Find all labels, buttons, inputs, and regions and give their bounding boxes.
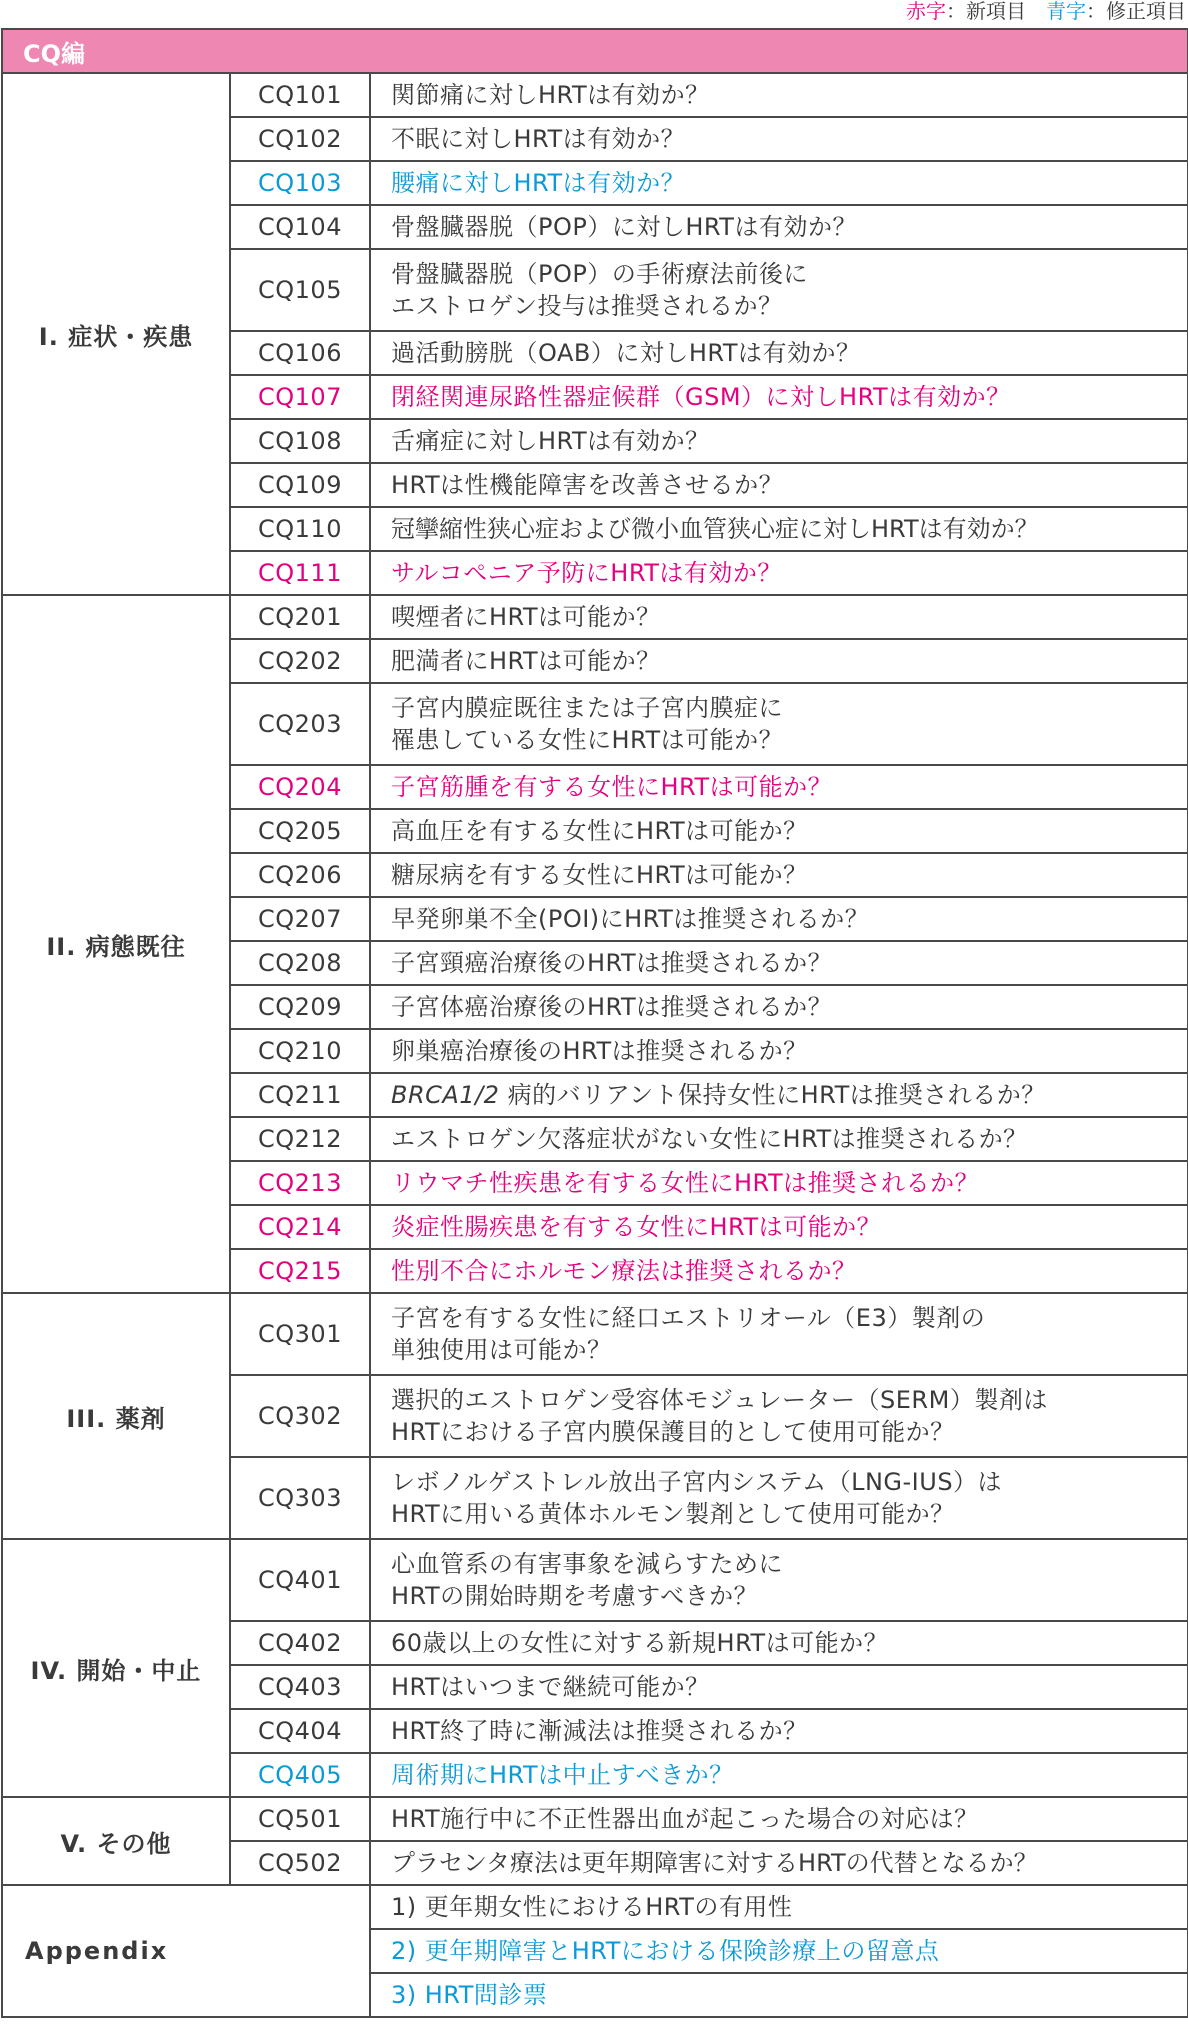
cq-question: 舌痛症に対しHRTは有効か？ <box>370 419 1188 463</box>
cq-question-line: 子宮を有する女性に経口エストリオール（E3）製剤の <box>391 1304 986 1332</box>
cq-question-line: HRTに用いる黄体ホルモン製剤として使用可能か？ <box>391 1500 955 1528</box>
cq-question: HRT終了時に漸減法は推奨されるか？ <box>370 1709 1188 1753</box>
cq-question-line: 選択的エストロゲン受容体モジュレーター（SERM）製剤は <box>391 1386 1048 1414</box>
cq-question: 肥満者にHRTは可能か？ <box>370 639 1188 683</box>
cq-table <box>1 28 1188 2018</box>
appendix-title: Appendix <box>2 1885 370 2017</box>
cq-question-line: 罹患している女性にHRTは可能か？ <box>391 726 784 754</box>
cq-id: CQ110 <box>230 507 370 551</box>
cq-id: CQ215 <box>230 1249 370 1293</box>
cq-question <box>370 1375 1188 1457</box>
cq-id: CQ201 <box>230 595 370 639</box>
appendix-item: 1) 更年期女性におけるHRTの有用性 <box>370 1885 1188 1929</box>
cq-id: CQ207 <box>230 897 370 941</box>
cq-id: CQ106 <box>230 331 370 375</box>
cq-id: CQ302 <box>230 1375 370 1457</box>
cq-question-line: エストロゲン投与は推奨されるか？ <box>391 292 783 320</box>
section-title: II. 病態既往 <box>2 595 230 1293</box>
cq-id: CQ208 <box>230 941 370 985</box>
cq-id: CQ109 <box>230 463 370 507</box>
cq-question: 卵巣癌治療後のHRTは推奨されるか？ <box>370 1029 1188 1073</box>
cq-question <box>370 1073 1188 1117</box>
section-title: IV. 開始・中止 <box>2 1539 230 1797</box>
cq-question: HRTは性機能障害を改善させるか？ <box>370 463 1188 507</box>
cq-question: 炎症性腸疾患を有する女性にHRTは可能か？ <box>370 1205 1188 1249</box>
cq-id: CQ303 <box>230 1457 370 1539</box>
cq-id: CQ214 <box>230 1205 370 1249</box>
cq-id: CQ301 <box>230 1293 370 1375</box>
cq-id: CQ205 <box>230 809 370 853</box>
cq-id: CQ402 <box>230 1621 370 1665</box>
cq-id: CQ105 <box>230 249 370 331</box>
cq-question: 喫煙者にHRTは可能か？ <box>370 595 1188 639</box>
section-title: V. その他 <box>2 1797 230 1885</box>
cq-question: 閉経関連尿路性器症候群（GSM）に対しHRTは有効か？ <box>370 375 1188 419</box>
legend-red-meaning: ：新項目 <box>946 0 1026 23</box>
cq-id: CQ501 <box>230 1797 370 1841</box>
section-title: I. 症状・疾患 <box>2 73 230 595</box>
appendix-item: 3) HRT問診票 <box>370 1973 1188 2017</box>
cq-question: 60歳以上の女性に対する新規HRTは可能か？ <box>370 1621 1188 1665</box>
cq-question <box>370 1293 1188 1375</box>
cq-question-line: 骨盤臓器脱（POP）の手術療法前後に <box>391 260 808 288</box>
cq-question: HRTはいつまで継続可能か？ <box>370 1665 1188 1709</box>
cq-question: 高血圧を有する女性にHRTは可能か？ <box>370 809 1188 853</box>
cq-id: CQ211 <box>230 1073 370 1117</box>
cq-question: 早発卵巣不全(POI)にHRTは推奨されるか？ <box>370 897 1188 941</box>
cq-id: CQ401 <box>230 1539 370 1621</box>
cq-question: 不眠に対しHRTは有効か？ <box>370 117 1188 161</box>
appendix-item: 2) 更年期障害とHRTにおける保険診療上の留意点 <box>370 1929 1188 1973</box>
color-legend <box>906 0 1186 28</box>
cq-id: CQ103 <box>230 161 370 205</box>
cq-question-text: 病的バリアント保持女性にHRTは推奨されるか？ <box>499 1081 1046 1109</box>
cq-question <box>370 249 1188 331</box>
cq-id: CQ210 <box>230 1029 370 1073</box>
legend-blue-meaning: ：修正項目 <box>1086 0 1186 23</box>
cq-question: サルコペニア予防にHRTは有効か？ <box>370 551 1188 595</box>
cq-question-line: 単独使用は可能か？ <box>391 1336 612 1364</box>
cq-question: エストロゲン欠落症状がない女性にHRTは推奨されるか？ <box>370 1117 1188 1161</box>
cq-question: HRT施行中に不正性器出血が起こった場合の対応は？ <box>370 1797 1188 1841</box>
cq-id: CQ404 <box>230 1709 370 1753</box>
legend-red-label: 赤字 <box>906 0 946 23</box>
cq-question: リウマチ性疾患を有する女性にHRTは推奨されるか？ <box>370 1161 1188 1205</box>
cq-id: CQ202 <box>230 639 370 683</box>
cq-question: 腰痛に対しHRTは有効か？ <box>370 161 1188 205</box>
cq-id: CQ101 <box>230 73 370 117</box>
cq-question: 骨盤臓器脱（POP）に対しHRTは有効か？ <box>370 205 1188 249</box>
cq-question-line: HRTにおける子宮内膜保護目的として使用可能か？ <box>391 1418 955 1446</box>
cq-id: CQ403 <box>230 1665 370 1709</box>
cq-question: 子宮体癌治療後のHRTは推奨されるか？ <box>370 985 1188 1029</box>
cq-question: 冠攣縮性狭心症および微小血管狭心症に対しHRTは有効か？ <box>370 507 1188 551</box>
cq-question-line: 心血管系の有害事象を減らすために <box>391 1550 783 1578</box>
legend-blue-label: 青字 <box>1046 0 1086 23</box>
cq-id: CQ204 <box>230 765 370 809</box>
cq-question: 過活動膀胱（OAB）に対しHRTは有効か？ <box>370 331 1188 375</box>
cq-question: プラセンタ療法は更年期障害に対するHRTの代替となるか？ <box>370 1841 1188 1885</box>
cq-id: CQ107 <box>230 375 370 419</box>
cq-question-line: HRTの開始時期を考慮すべきか？ <box>391 1582 759 1610</box>
cq-id: CQ405 <box>230 1753 370 1797</box>
cq-question-line: レボノルゲストレル放出子宮内システム（LNG-IUS）は <box>391 1468 1003 1496</box>
cq-id: CQ102 <box>230 117 370 161</box>
cq-id: CQ104 <box>230 205 370 249</box>
cq-question: 子宮筋腫を有する女性にHRTは可能か？ <box>370 765 1188 809</box>
cq-id: CQ108 <box>230 419 370 463</box>
cq-question: 糖尿病を有する女性にHRTは可能か？ <box>370 853 1188 897</box>
cq-id: CQ213 <box>230 1161 370 1205</box>
cq-question <box>370 1457 1188 1539</box>
cq-id: CQ111 <box>230 551 370 595</box>
cq-id: CQ212 <box>230 1117 370 1161</box>
cq-question <box>370 683 1188 765</box>
cq-id: CQ502 <box>230 1841 370 1885</box>
cq-question-line: 子宮内膜症既往または子宮内膜症に <box>391 694 783 722</box>
cq-question <box>370 1539 1188 1621</box>
cq-id: CQ206 <box>230 853 370 897</box>
cq-question: 性別不合にホルモン療法は推奨されるか？ <box>370 1249 1188 1293</box>
cq-id: CQ203 <box>230 683 370 765</box>
cq-id: CQ209 <box>230 985 370 1029</box>
gene-name: BRCA1/2 <box>391 1081 500 1109</box>
cq-question: 関節痛に対しHRTは有効か？ <box>370 73 1188 117</box>
cq-question: 周術期にHRTは中止すべきか？ <box>370 1753 1188 1797</box>
cq-question: 子宮頸癌治療後のHRTは推奨されるか？ <box>370 941 1188 985</box>
section-title: III. 薬剤 <box>2 1293 230 1539</box>
table-header-title: CQ編 <box>2 29 1188 73</box>
